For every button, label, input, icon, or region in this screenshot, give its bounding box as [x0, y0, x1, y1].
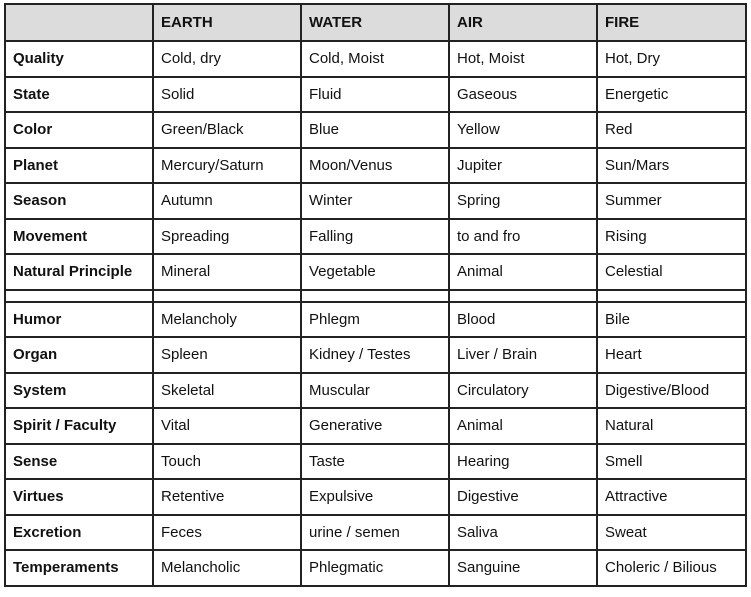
table-cell: Circulatory	[449, 373, 597, 409]
table-row	[5, 183, 746, 219]
row-label: Natural Principle	[5, 254, 153, 290]
row-label: Excretion	[5, 515, 153, 551]
row-label: Season	[5, 183, 153, 219]
table-row	[5, 254, 746, 290]
table-row	[5, 148, 746, 184]
table-cell: Skeletal	[153, 373, 301, 409]
table-cell: Moon/Venus	[301, 148, 449, 184]
table-cell: Yellow	[449, 112, 597, 148]
row-label: System	[5, 373, 153, 409]
spacer-cell	[597, 290, 746, 302]
table-cell: Blood	[449, 302, 597, 338]
table-cell: Digestive/Blood	[597, 373, 746, 409]
table-cell: Spring	[449, 183, 597, 219]
table-cell: Blue	[301, 112, 449, 148]
table-cell: Red	[597, 112, 746, 148]
table-cell: Retentive	[153, 479, 301, 515]
table-cell: Mercury/Saturn	[153, 148, 301, 184]
table-cell: Cold, dry	[153, 41, 301, 77]
table-header	[5, 4, 746, 41]
row-label: State	[5, 77, 153, 113]
elements-table-container	[4, 3, 747, 587]
table-cell: to and fro	[449, 219, 597, 255]
row-label: Organ	[5, 337, 153, 373]
table-row	[5, 112, 746, 148]
column-header-fire: FIRE	[597, 4, 746, 41]
table-cell: Fluid	[301, 77, 449, 113]
table-cell: Natural	[597, 408, 746, 444]
table-cell: Heart	[597, 337, 746, 373]
table-cell: Bile	[597, 302, 746, 338]
table-cell: Melancholy	[153, 302, 301, 338]
table-cell: Taste	[301, 444, 449, 480]
table-cell: Expulsive	[301, 479, 449, 515]
table-cell: Cold, Moist	[301, 41, 449, 77]
row-label: Planet	[5, 148, 153, 184]
table-cell: Feces	[153, 515, 301, 551]
table-cell: Smell	[597, 444, 746, 480]
table-row	[5, 302, 746, 338]
table-cell: urine / semen	[301, 515, 449, 551]
header-row	[5, 4, 746, 41]
column-header-earth: EARTH	[153, 4, 301, 41]
column-header-air: AIR	[449, 4, 597, 41]
table-cell: Touch	[153, 444, 301, 480]
row-label: Virtues	[5, 479, 153, 515]
spacer-cell	[449, 290, 597, 302]
table-cell: Choleric / Bilious	[597, 550, 746, 586]
table-cell: Digestive	[449, 479, 597, 515]
spacer-row	[5, 290, 746, 302]
table-cell: Saliva	[449, 515, 597, 551]
spacer-cell	[153, 290, 301, 302]
spacer-cell	[301, 290, 449, 302]
table-cell: Animal	[449, 254, 597, 290]
table-cell: Sweat	[597, 515, 746, 551]
table-row	[5, 479, 746, 515]
table-body	[5, 41, 746, 586]
table-row	[5, 373, 746, 409]
table-row	[5, 337, 746, 373]
table-cell: Vital	[153, 408, 301, 444]
table-row	[5, 77, 746, 113]
row-label: Spirit / Faculty	[5, 408, 153, 444]
table-row	[5, 408, 746, 444]
table-cell: Mineral	[153, 254, 301, 290]
table-cell: Gaseous	[449, 77, 597, 113]
table-cell: Summer	[597, 183, 746, 219]
table-cell: Solid	[153, 77, 301, 113]
table-cell: Attractive	[597, 479, 746, 515]
table-cell: Sun/Mars	[597, 148, 746, 184]
table-cell: Spleen	[153, 337, 301, 373]
table-cell: Jupiter	[449, 148, 597, 184]
elements-correspondence-table	[4, 3, 747, 587]
row-label: Sense	[5, 444, 153, 480]
row-label: Color	[5, 112, 153, 148]
table-cell: Hearing	[449, 444, 597, 480]
table-cell: Autumn	[153, 183, 301, 219]
table-row	[5, 515, 746, 551]
table-cell: Winter	[301, 183, 449, 219]
column-header-water: WATER	[301, 4, 449, 41]
table-cell: Phlegm	[301, 302, 449, 338]
row-label: Temperaments	[5, 550, 153, 586]
table-row	[5, 550, 746, 586]
table-cell: Hot, Dry	[597, 41, 746, 77]
table-cell: Green/Black	[153, 112, 301, 148]
table-cell: Animal	[449, 408, 597, 444]
row-label: Quality	[5, 41, 153, 77]
table-row	[5, 444, 746, 480]
table-cell: Hot, Moist	[449, 41, 597, 77]
table-cell: Phlegmatic	[301, 550, 449, 586]
table-cell: Kidney / Testes	[301, 337, 449, 373]
row-label: Movement	[5, 219, 153, 255]
table-cell: Vegetable	[301, 254, 449, 290]
table-cell: Spreading	[153, 219, 301, 255]
table-cell: Falling	[301, 219, 449, 255]
table-cell: Melancholic	[153, 550, 301, 586]
table-row	[5, 41, 746, 77]
table-cell: Rising	[597, 219, 746, 255]
table-cell: Sanguine	[449, 550, 597, 586]
spacer-cell	[5, 290, 153, 302]
header-corner-cell	[5, 4, 153, 41]
table-cell: Liver / Brain	[449, 337, 597, 373]
table-cell: Energetic	[597, 77, 746, 113]
table-cell: Muscular	[301, 373, 449, 409]
table-row	[5, 219, 746, 255]
row-label: Humor	[5, 302, 153, 338]
table-cell: Celestial	[597, 254, 746, 290]
table-cell: Generative	[301, 408, 449, 444]
